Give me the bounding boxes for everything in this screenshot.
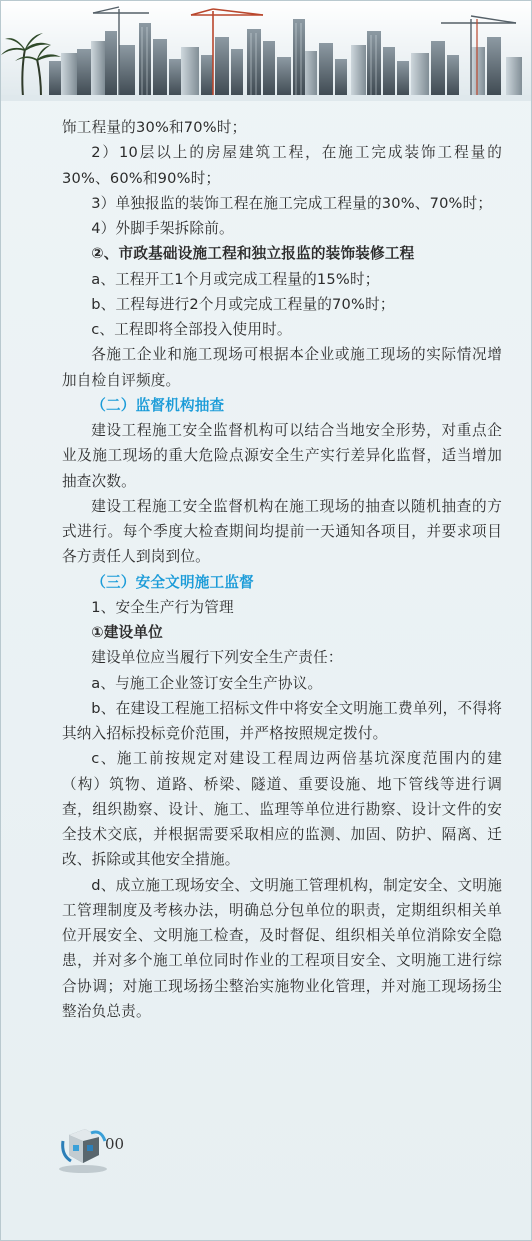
paragraph: 3）单独报监的装饰工程在施工完成工程量的30%、70%时； xyxy=(91,194,493,212)
paragraph: ②、市政基础设施工程和独立报监的装饰装修工程 xyxy=(91,245,415,263)
paragraph: 1、安全生产行为管理 xyxy=(91,598,234,616)
paragraph: 建设工程施工安全监督机构在施工现场的抽查以随机抽查的方式进行。每个季度大检查期间均提前一天通知各项目，并要求项目各方责任人到岗到位。 xyxy=(62,497,502,566)
paragraph: a、工程开工1个月或完成工程量的15%时； xyxy=(91,270,380,288)
city-skyline-banner xyxy=(1,1,531,101)
paragraph: 2）10层以上的房屋建筑工程，在施工完成装饰工程量的30%、60%和90%时； xyxy=(62,144,502,187)
paragraph: 饰工程量的30%和70%时； xyxy=(62,119,247,136)
paragraph: c、施工前按规定对建设工程周边两倍基坑深度范围内的建（构）筑物、道路、桥梁、隧道、重要设施、地下管线等进行调查，组织勘察、设计、施工、监理等单位进行勘察、设计文件的安全技术交底，并根据需要采取相应的监测、加固、防护、隔离、迁改、拆除或其他安全措施。 xyxy=(62,750,502,869)
paragraph: b、在建设工程施工招标文件中将安全文明施工费单列，不得将其纳入招标投标竞价范围，并严格按照规定拨付。 xyxy=(62,699,502,742)
paragraph: a、与施工企业签订安全生产协议。 xyxy=(91,674,323,692)
paragraph: 4）外脚手架拆除前。 xyxy=(91,220,234,237)
paragraph: b、工程每进行2个月或完成工程量的70%时； xyxy=(91,295,395,313)
paragraph: 建设单位应当履行下列安全生产责任： xyxy=(91,649,343,667)
document-body xyxy=(62,115,502,1024)
paragraph: 建设工程施工安全监督机构可以结合当地安全形势，对重点企业及施工现场的重大危险点源安全生产实行差异化监督，适当增加抽查次数。 xyxy=(62,422,502,490)
page-number: 00 xyxy=(105,1135,125,1153)
section-heading: （二）监督机构抽查 xyxy=(91,396,225,414)
paragraph: c、工程即将全部投入使用时。 xyxy=(91,321,292,338)
paragraph: d、成立施工现场安全、文明施工管理机构，制定安全、文明施工管理制度及考核办法，明确总分包单位的职责，定期组织相关单位开展安全、文明施工检查，及时督促、组织相关单位消除安全隐患，并对多个施工单位同时作业的工程项目安全、文明施工进行综合协调；对施工现场扬尘整治实施物业化管理，并对施工现场扬尘整治负总责。 xyxy=(62,876,502,1020)
paragraph: ①建设单位 xyxy=(91,624,163,641)
section-heading: （三）安全文明施工监督 xyxy=(91,573,254,591)
footer-emblem xyxy=(57,1125,257,1175)
paragraph: 各施工企业和施工现场可根据本企业或施工现场的实际情况增加自检自评频度。 xyxy=(62,346,502,389)
